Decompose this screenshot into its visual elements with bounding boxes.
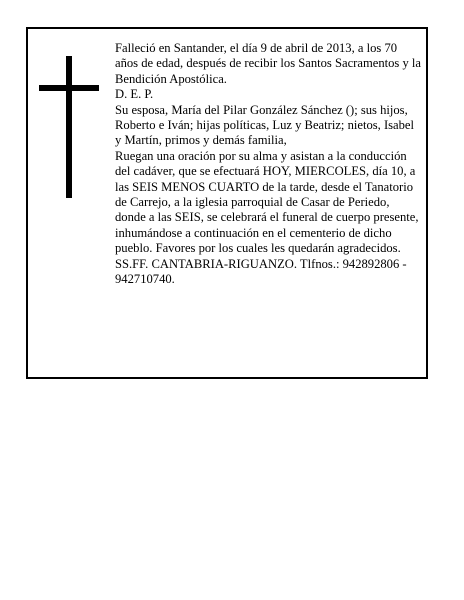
notice-text bbox=[115, 41, 421, 288]
funeral-details: Ruegan una oración por su alma y asistan a la conducción del cadáver, que se efectuará HOY, MIERCOLES, día 10, a las SEIS MENOS CUARTO de la tarde, desde el Tanatorio de Carrejo, a la iglesia parroquial de Casar de Periedo, donde a las SEIS, se celebrará el funeral de cuerpo presente, inhumándose a continuación en el cementerio de dicho pueblo. Favores por los cuales les quedarán agradecidos. bbox=[115, 148, 419, 256]
cross-vertical-bar bbox=[66, 56, 72, 198]
funeral-home-contact: SS.FF. CANTABRIA-RIGUANZO. Tlfnos.: 942892806 - 942710740. bbox=[115, 256, 407, 287]
death-announcement: Falleció en Santander, el día 9 de abril de 2013, a los 70 años de edad, después de recibir los Santos Sacramentos y la Bendición Apostólica. bbox=[115, 41, 422, 86]
family-list: Su esposa, María del Pilar González Sánchez (); sus hijos, Roberto e Iván; hijas políticas, Luz y Beatriz; nietos, Isabel y Martín, primos y demás familia, bbox=[115, 102, 415, 148]
rest-in-peace: D. E. P. bbox=[115, 87, 154, 102]
obituary-notice bbox=[26, 27, 428, 379]
cross-icon bbox=[39, 56, 99, 198]
cross-horizontal-bar bbox=[39, 85, 99, 91]
